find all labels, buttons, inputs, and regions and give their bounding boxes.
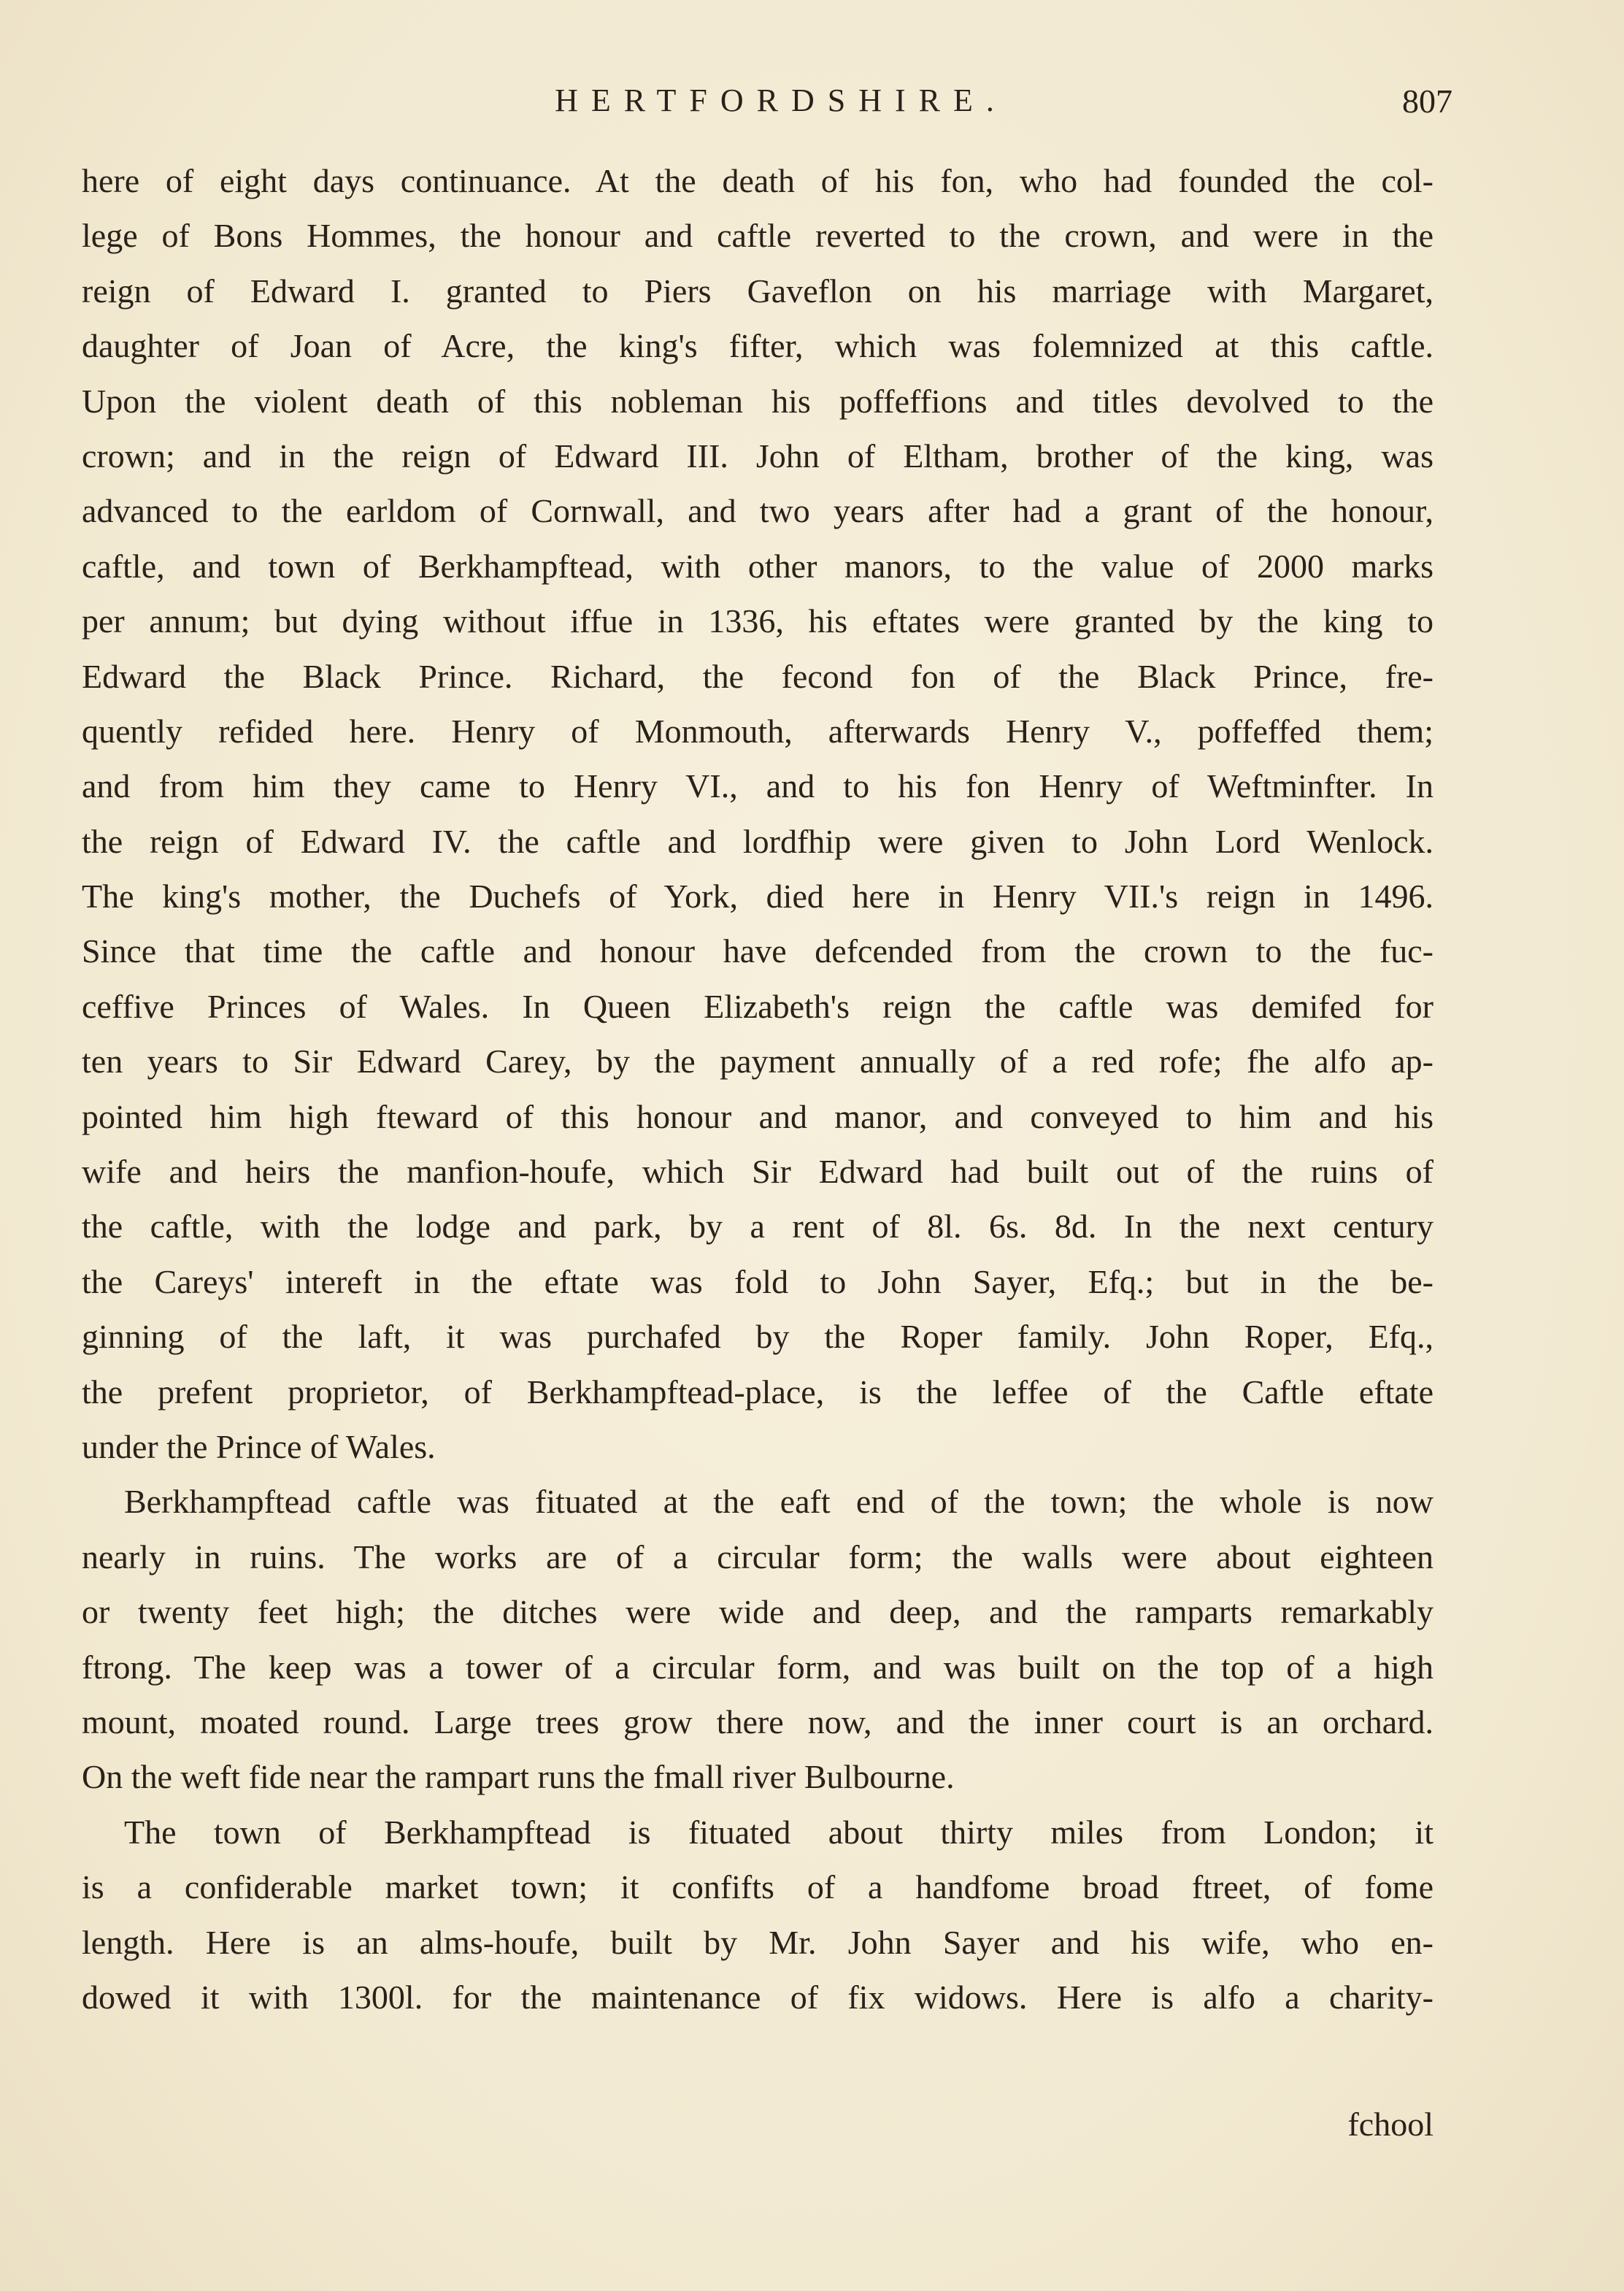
text-line: advanced to the earldom of Cornwall, and two years after had a grant of the honour, bbox=[82, 492, 1433, 530]
text-line: nearly in ruins. The works are of a circular form; the walls were about eighteen bbox=[82, 1538, 1433, 1576]
text-line: daughter of Joan of Acre, the king's fifter, which was folemnized at this caftle. bbox=[82, 327, 1433, 365]
text-line: ftrong. The keep was a tower of a circular form, and was built on the top of a high bbox=[82, 1648, 1433, 1686]
text-line: dowed it with 1300l. for the maintenance of fix widows. Here is alfo a charity- bbox=[82, 1978, 1433, 2016]
text-line: caftle, and town of Berkhampftead, with other manors, to the value of 2000 marks bbox=[82, 547, 1433, 585]
text-line: under the Prince of Wales. bbox=[82, 1427, 436, 1465]
text-line: Upon the violent death of this nobleman his poffeffions and titles devolved to the bbox=[82, 382, 1433, 420]
running-title: HERTFORDSHIRE. bbox=[555, 82, 1007, 118]
text-line: quently refided here. Henry of Monmouth, afterwards Henry V., poffeffed them; bbox=[82, 712, 1433, 750]
text-line: The king's mother, the Duchefs of York, died here in Henry VII.'s reign in 1496. bbox=[82, 878, 1433, 916]
text-line: ceffive Princes of Wales. In Queen Elizabeth's reign the caftle was demifed for bbox=[82, 987, 1433, 1025]
text-line: Since that time the caftle and honour have defcended from the crown to the fuc- bbox=[82, 932, 1433, 970]
text-line: crown; and in the reign of Edward III. John of Eltham, brother of the king, was bbox=[82, 437, 1433, 475]
page-header bbox=[0, 82, 1624, 133]
text-line: ginning of the laft, it was purchafed by the Roper family. John Roper, Efq., bbox=[82, 1318, 1433, 1356]
catchword: fchool bbox=[1347, 2106, 1433, 2143]
text-line: here of eight days continuance. At the death of his fon, who had founded the col- bbox=[82, 162, 1433, 199]
text-line: length. Here is an alms-houfe, built by Mr. John Sayer and his wife, who en- bbox=[82, 1923, 1433, 1961]
text-line: the Careys' intereft in the eftate was fold to John Sayer, Efq.; but in the be- bbox=[82, 1262, 1433, 1300]
page-number: 807 bbox=[1402, 82, 1452, 120]
text-line: Berkhampftead caftle was fituated at the eaft end of the town; the whole is now bbox=[124, 1483, 1433, 1521]
text-line: pointed him high fteward of this honour and manor, and conveyed to him and his bbox=[82, 1097, 1433, 1135]
text-line: the reign of Edward IV. the caftle and lordfhip were given to John Lord Wenlock. bbox=[82, 822, 1433, 860]
text-line: the caftle, with the lodge and park, by a rent of 8l. 6s. 8d. In the next century bbox=[82, 1208, 1433, 1246]
text-line: ten years to Sir Edward Carey, by the payment annually of a red rofe; fhe alfo ap- bbox=[82, 1043, 1433, 1081]
text-line: mount, moated round. Large trees grow there now, and the inner court is an orchard. bbox=[82, 1703, 1433, 1741]
text-line: the prefent proprietor, of Berkhampftead-place, is the leffee of the Caftle eftate bbox=[82, 1373, 1433, 1411]
text-line: reign of Edward I. granted to Piers Gaveflon on his marriage with Margaret, bbox=[82, 272, 1433, 310]
text-line: wife and heirs the manfion-houfe, which Sir Edward had built out of the ruins of bbox=[82, 1153, 1433, 1191]
text-line: Edward the Black Prince. Richard, the fecond fon of the Black Prince, fre- bbox=[82, 657, 1433, 695]
text-line: or twenty feet high; the ditches were wide and deep, and the ramparts remarkably bbox=[82, 1593, 1433, 1631]
text-line: and from him they came to Henry VI., and to his fon Henry of Weftminfter. In bbox=[82, 767, 1433, 805]
text-line: is a confiderable market town; it confifts of a handfome broad ftreet, of fome bbox=[82, 1868, 1433, 1906]
text-line: On the weft fide near the rampart runs the fmall river Bulbourne. bbox=[82, 1758, 955, 1796]
text-line: per annum; but dying without iffue in 1336, his eftates were granted by the king to bbox=[82, 602, 1433, 640]
text-line: lege of Bons Hommes, the honour and caftle reverted to the crown, and were in the bbox=[82, 217, 1433, 255]
text-line: The town of Berkhampftead is fituated about thirty miles from London; it bbox=[124, 1813, 1433, 1851]
body-text bbox=[82, 153, 1433, 2025]
